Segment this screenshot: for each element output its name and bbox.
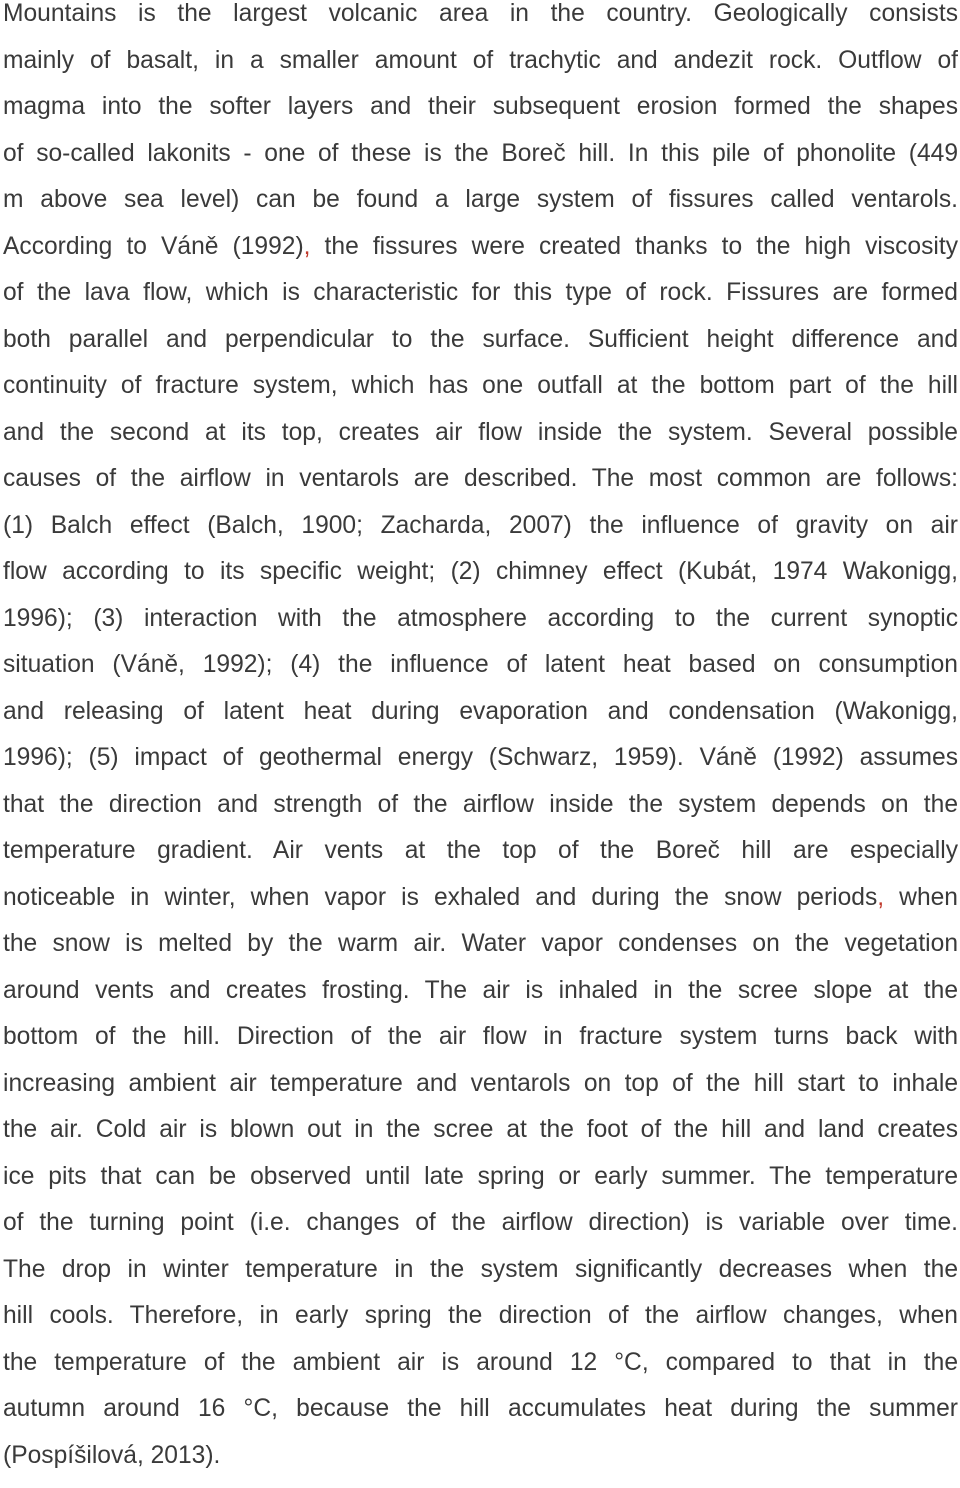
text-line: the temperature of the ambient air is around 12 °C, compared to that in the (3, 1349, 958, 1396)
text-line: continuity of fracture system, which has one outfall at the bottom part of the hill (3, 372, 958, 419)
text-line: temperature gradient. Air vents at the top of the Boreč hill are especially (3, 837, 958, 884)
highlighted-comma: , (304, 233, 311, 260)
text-line: Mountains is the largest volcanic area in the country. Geologically consists (3, 0, 958, 47)
text-line: magma into the softer layers and their subsequent erosion formed the shapes (3, 93, 958, 140)
text-line: mainly of basalt, in a smaller amount of trachytic and andezit rock. Outflow of (3, 47, 958, 94)
text-line: and the second at its top, creates air flow inside the system. Several possible (3, 419, 958, 466)
text-line: 1996); (5) impact of geothermal energy (Schwarz, 1959). Váně (1992) assumes (3, 744, 958, 791)
text-line: m above sea level) can be found a large system of fissures called ventarols. (3, 186, 958, 233)
text-line: hill cools. Therefore, in early spring the direction of the airflow changes, when (3, 1302, 958, 1349)
highlighted-comma: , (877, 884, 884, 911)
text-line: bottom of the hill. Direction of the air flow in fracture system turns back with (3, 1023, 958, 1070)
text-line: autumn around 16 °C, because the hill accumulates heat during the summer (3, 1395, 958, 1442)
text-line: situation (Váně, 1992); (4) the influence of latent heat based on consumption (3, 651, 958, 698)
text-line: ice pits that can be observed until late spring or early summer. The temperature (3, 1163, 958, 1210)
text-line: 1996); (3) interaction with the atmosphere according to the current synoptic (3, 605, 958, 652)
text-line: causes of the airflow in ventarols are described. The most common are follows: (3, 465, 958, 512)
text-line: increasing ambient air temperature and ventarols on top of the hill start to inhale (3, 1070, 958, 1117)
text-segment: noticeable in winter, when vapor is exhaled and during the snow periods (3, 884, 877, 911)
text-line (3, 233, 958, 280)
text-line: of so-called lakonits - one of these is the Boreč hill. In this pile of phonolite (449 (3, 140, 958, 187)
text-line: (1) Balch effect (Balch, 1900; Zacharda, 2007) the influence of gravity on air (3, 512, 958, 559)
text-line: and releasing of latent heat during evaporation and condensation (Wakonigg, (3, 698, 958, 745)
text-line: the air. Cold air is blown out in the scree at the foot of the hill and land creates (3, 1116, 958, 1163)
text-line: flow according to its specific weight; (2) chimney effect (Kubát, 1974 Wakonigg, (3, 558, 958, 605)
text-line: both parallel and perpendicular to the surface. Sufficient height difference and (3, 326, 958, 373)
text-line: that the direction and strength of the airflow inside the system depends on the (3, 791, 958, 838)
text-line: (Pospíšilová, 2013). (3, 1442, 958, 1488)
text-segment: According to Váně (1992) (3, 233, 304, 260)
text-line: the snow is melted by the warm air. Water vapor condenses on the vegetation (3, 930, 958, 977)
text-line: of the lava flow, which is characteristic for this type of rock. Fissures are formed (3, 279, 958, 326)
text-line (3, 884, 958, 931)
text-line: around vents and creates frosting. The air is inhaled in the scree slope at the (3, 977, 958, 1024)
text-segment: the fissures were created thanks to the high viscosity (310, 233, 958, 260)
text-line: of the turning point (i.e. changes of the airflow direction) is variable over time. (3, 1209, 958, 1256)
text-segment: when (884, 884, 958, 911)
text-line: The drop in winter temperature in the system significantly decreases when the (3, 1256, 958, 1303)
